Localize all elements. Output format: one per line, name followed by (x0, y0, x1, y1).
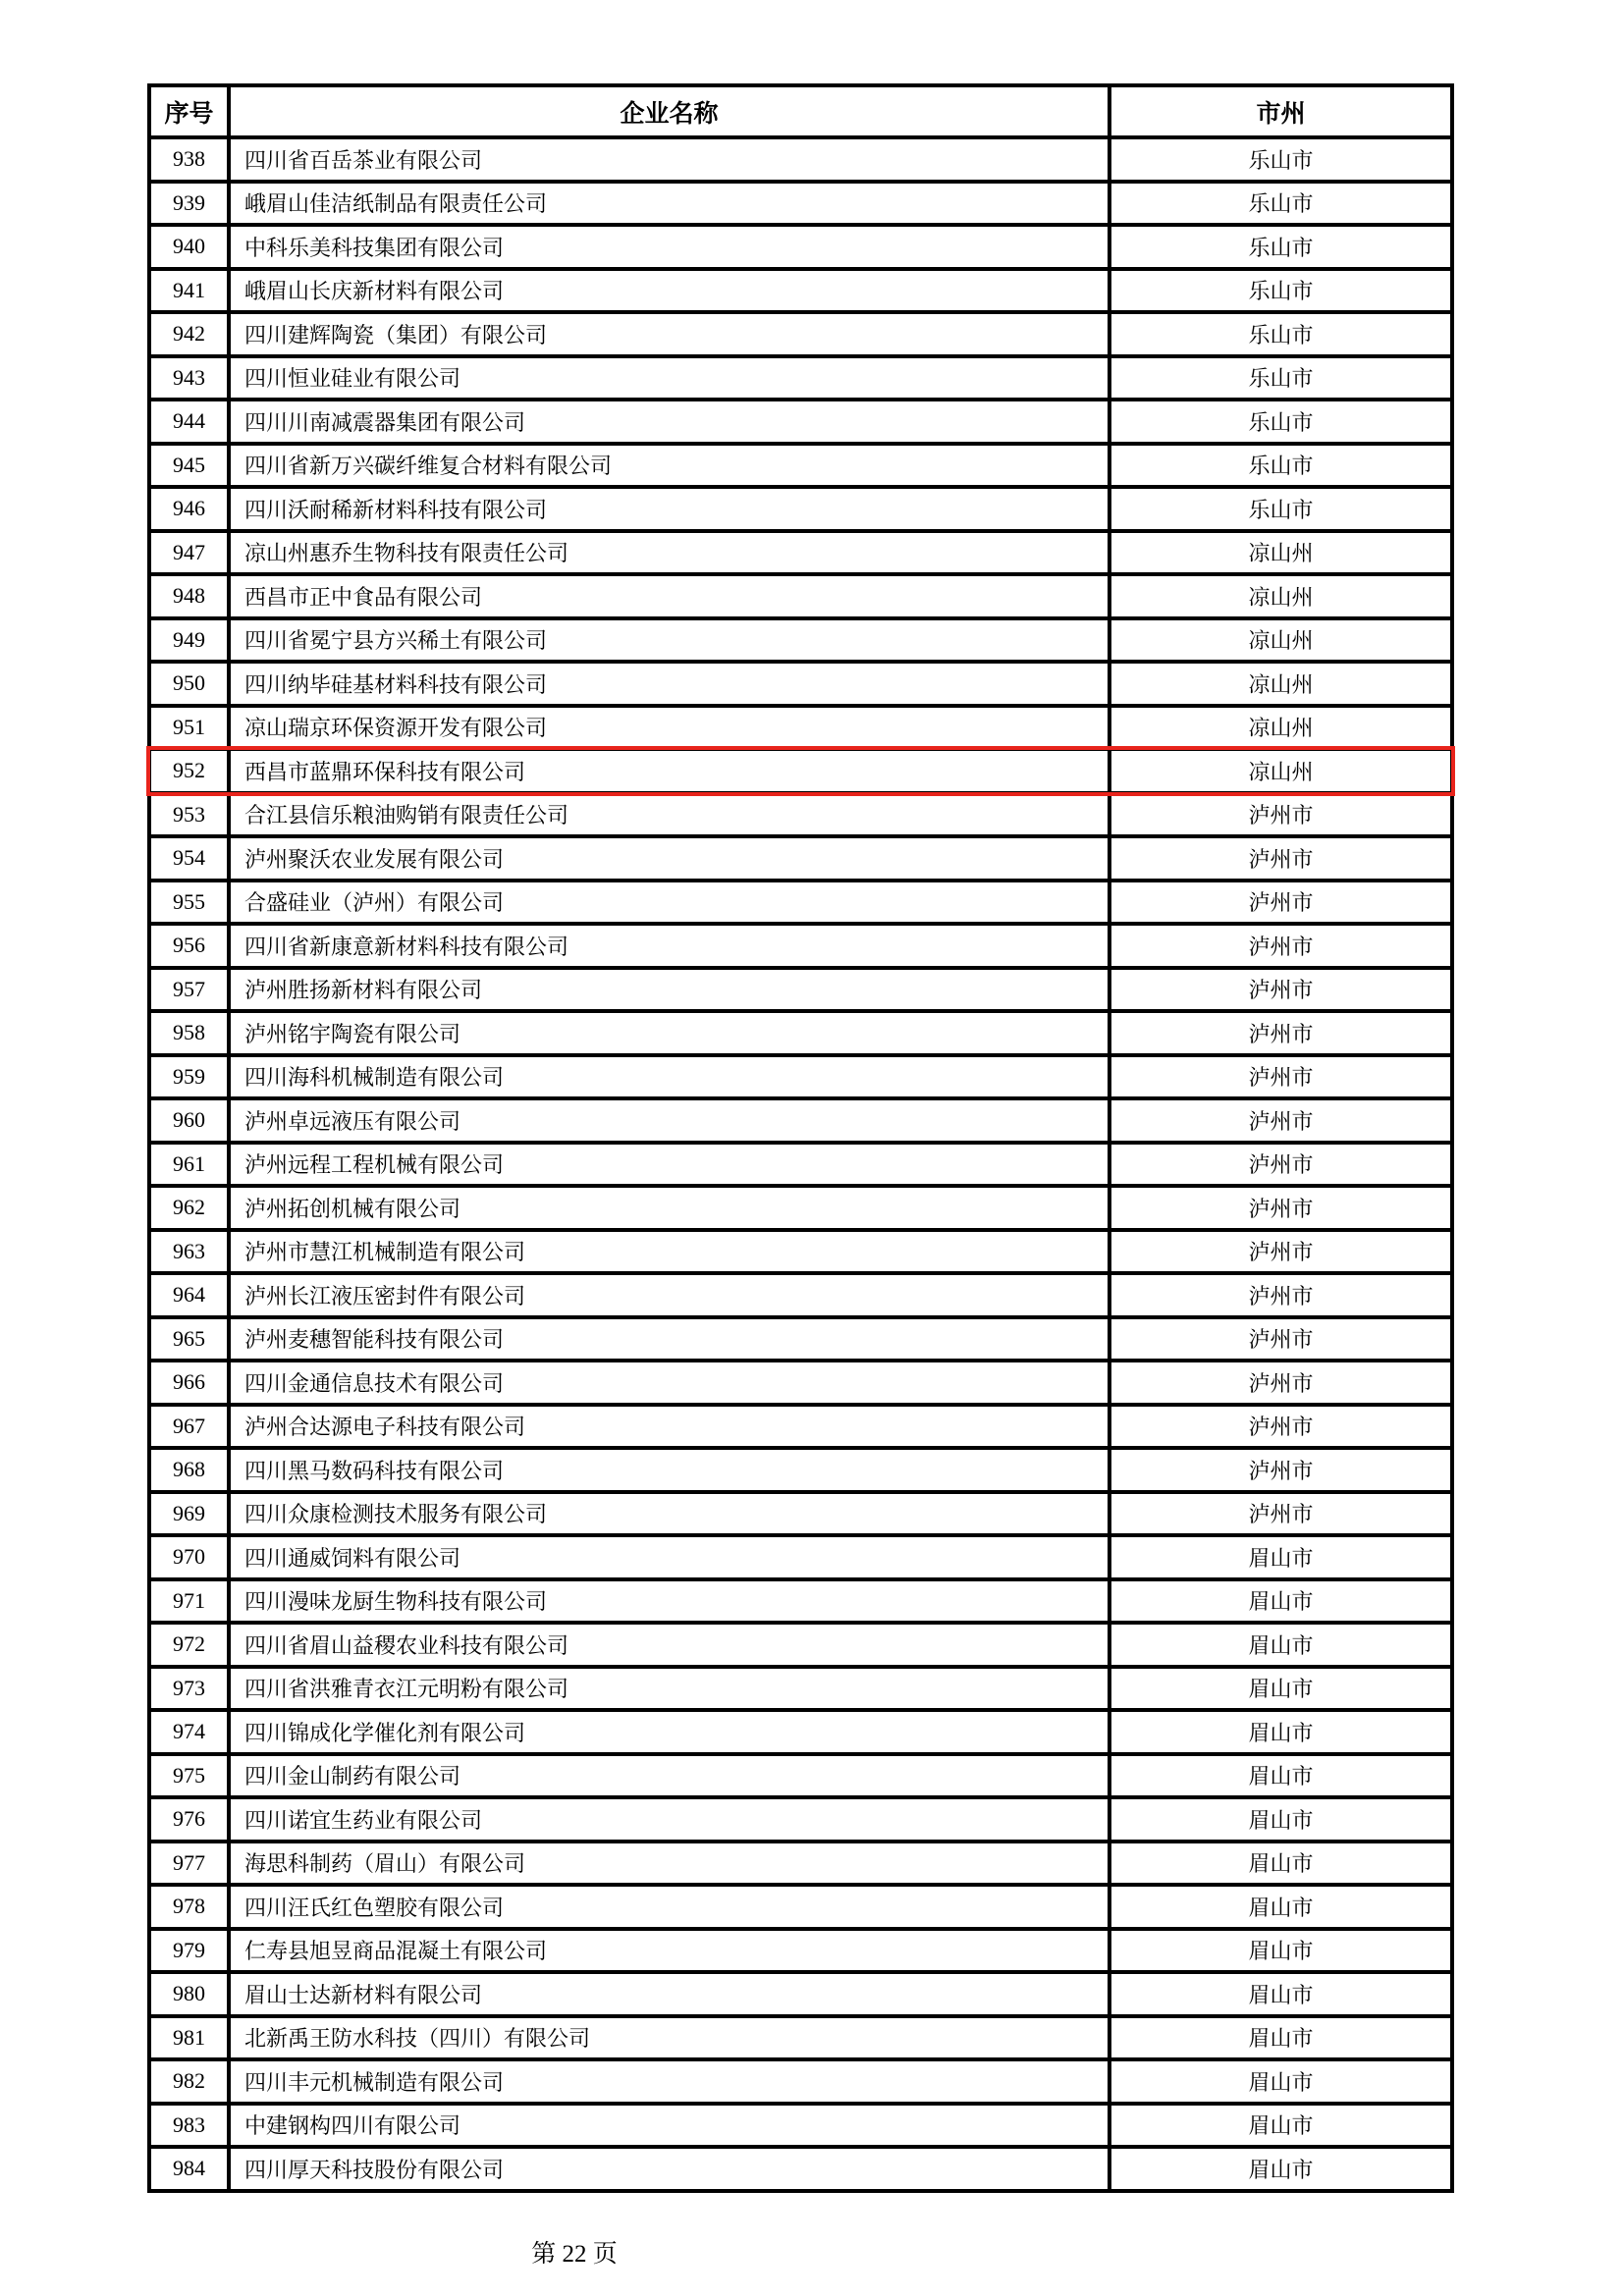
table-row (149, 1143, 1452, 1187)
company-name: 四川众康检测技术服务有限公司 (229, 1492, 1109, 1536)
city-name: 眉山市 (1109, 1972, 1452, 2016)
city-name: 泸州市 (1109, 1098, 1452, 1143)
column-header-serial: 序号 (149, 85, 229, 137)
table-row (149, 706, 1452, 750)
table-row (149, 924, 1452, 968)
table-row (149, 1492, 1452, 1536)
company-name: 四川省洪雅青衣江元明粉有限公司 (229, 1667, 1109, 1711)
row-number: 956 (149, 924, 229, 968)
table-row (149, 531, 1452, 575)
company-name: 四川金山制药有限公司 (229, 1754, 1109, 1798)
city-name: 眉山市 (1109, 1579, 1452, 1624)
company-name: 泸州麦穗智能科技有限公司 (229, 1317, 1109, 1362)
row-number: 953 (149, 793, 229, 837)
company-name: 四川厚天科技股份有限公司 (229, 2147, 1109, 2191)
company-name: 四川建辉陶瓷（集团）有限公司 (229, 312, 1109, 356)
company-name: 四川金通信息技术有限公司 (229, 1361, 1109, 1405)
company-name: 四川黑马数码科技有限公司 (229, 1448, 1109, 1492)
city-name: 泸州市 (1109, 793, 1452, 837)
table-row (149, 312, 1452, 356)
row-number: 944 (149, 400, 229, 444)
row-number: 959 (149, 1055, 229, 1099)
table-row (149, 1667, 1452, 1711)
city-name: 泸州市 (1109, 1492, 1452, 1536)
row-number: 970 (149, 1535, 229, 1579)
row-number: 974 (149, 1710, 229, 1754)
table-row (149, 968, 1452, 1012)
company-name: 泸州合达源电子科技有限公司 (229, 1405, 1109, 1449)
table-row (149, 2059, 1452, 2104)
row-number: 972 (149, 1623, 229, 1667)
row-number: 981 (149, 2016, 229, 2060)
city-name: 乐山市 (1109, 137, 1452, 182)
city-name: 泸州市 (1109, 1361, 1452, 1405)
row-number: 941 (149, 269, 229, 313)
row-number: 979 (149, 1929, 229, 1973)
row-number: 947 (149, 531, 229, 575)
row-number: 977 (149, 1842, 229, 1886)
company-name: 四川丰元机械制造有限公司 (229, 2059, 1109, 2104)
table-row (149, 1754, 1452, 1798)
table-row (149, 400, 1452, 444)
row-number: 949 (149, 618, 229, 663)
company-name: 泸州长江液压密封件有限公司 (229, 1273, 1109, 1317)
table-row (149, 749, 1452, 793)
city-name: 眉山市 (1109, 2016, 1452, 2060)
city-name: 眉山市 (1109, 1667, 1452, 1711)
city-name: 眉山市 (1109, 1623, 1452, 1667)
city-name: 泸州市 (1109, 1230, 1452, 1274)
row-number: 978 (149, 1885, 229, 1929)
row-number: 973 (149, 1667, 229, 1711)
table-row (149, 662, 1452, 706)
company-name: 四川沃耐稀新材料科技有限公司 (229, 487, 1109, 531)
city-name: 眉山市 (1109, 1535, 1452, 1579)
table-row (149, 1230, 1452, 1274)
table-row (149, 1842, 1452, 1886)
city-name: 乐山市 (1109, 487, 1452, 531)
table-row (149, 1579, 1452, 1624)
company-name: 四川恒业硅业有限公司 (229, 356, 1109, 400)
city-name: 泸州市 (1109, 1273, 1452, 1317)
table-row (149, 1011, 1452, 1055)
company-name: 泸州卓远液压有限公司 (229, 1098, 1109, 1143)
city-name: 凉山州 (1109, 574, 1452, 618)
city-name: 眉山市 (1109, 1710, 1452, 1754)
company-name: 泸州市慧江机械制造有限公司 (229, 1230, 1109, 1274)
city-name: 泸州市 (1109, 881, 1452, 925)
city-name: 泸州市 (1109, 1317, 1452, 1362)
page-footer: 第 22 页 (531, 2241, 618, 2268)
table-row (149, 1317, 1452, 1362)
table-row (149, 2104, 1452, 2148)
table-row (149, 225, 1452, 269)
company-name: 四川锦成化学催化剂有限公司 (229, 1710, 1109, 1754)
city-name: 凉山州 (1109, 531, 1452, 575)
column-header-city: 市州 (1109, 85, 1452, 137)
company-name: 西昌市蓝鼎环保科技有限公司 (229, 749, 1109, 793)
table-row (149, 487, 1452, 531)
company-name: 峨眉山长庆新材料有限公司 (229, 269, 1109, 313)
company-name: 海思科制药（眉山）有限公司 (229, 1842, 1109, 1886)
table-row (149, 1361, 1452, 1405)
enterprise-table (147, 83, 1454, 2193)
row-number: 969 (149, 1492, 229, 1536)
table-row (149, 1055, 1452, 1099)
company-name: 北新禹王防水科技（四川）有限公司 (229, 2016, 1109, 2060)
company-name: 泸州聚沃农业发展有限公司 (229, 836, 1109, 881)
table-row (149, 137, 1452, 182)
city-name: 眉山市 (1109, 1842, 1452, 1886)
row-number: 940 (149, 225, 229, 269)
row-number: 960 (149, 1098, 229, 1143)
row-number: 954 (149, 836, 229, 881)
row-number: 945 (149, 444, 229, 488)
row-number: 951 (149, 706, 229, 750)
row-number: 975 (149, 1754, 229, 1798)
table-row (149, 269, 1452, 313)
row-number: 950 (149, 662, 229, 706)
row-number: 980 (149, 1972, 229, 2016)
city-name: 乐山市 (1109, 182, 1452, 226)
row-number: 967 (149, 1405, 229, 1449)
table-row (149, 1535, 1452, 1579)
row-number: 964 (149, 1273, 229, 1317)
city-name: 眉山市 (1109, 1929, 1452, 1973)
company-name: 四川通威饲料有限公司 (229, 1535, 1109, 1579)
city-name: 泸州市 (1109, 924, 1452, 968)
city-name: 眉山市 (1109, 2104, 1452, 2148)
city-name: 乐山市 (1109, 269, 1452, 313)
company-name: 峨眉山佳洁纸制品有限责任公司 (229, 182, 1109, 226)
company-name: 中科乐美科技集团有限公司 (229, 225, 1109, 269)
table-row (149, 793, 1452, 837)
company-name: 四川海科机械制造有限公司 (229, 1055, 1109, 1099)
city-name: 乐山市 (1109, 444, 1452, 488)
row-number: 976 (149, 1797, 229, 1842)
company-name: 合江县信乐粮油购销有限责任公司 (229, 793, 1109, 837)
row-number: 938 (149, 137, 229, 182)
row-number: 961 (149, 1143, 229, 1187)
city-name: 眉山市 (1109, 1885, 1452, 1929)
company-name: 合盛硅业（泸州）有限公司 (229, 881, 1109, 925)
row-number: 957 (149, 968, 229, 1012)
city-name: 乐山市 (1109, 225, 1452, 269)
city-name: 泸州市 (1109, 836, 1452, 881)
row-number: 962 (149, 1186, 229, 1230)
table-row (149, 881, 1452, 925)
company-name: 四川纳毕硅基材料科技有限公司 (229, 662, 1109, 706)
company-name: 仁寿县旭昱商品混凝土有限公司 (229, 1929, 1109, 1973)
table-header-row (149, 85, 1452, 137)
city-name: 凉山州 (1109, 749, 1452, 793)
city-name: 凉山州 (1109, 662, 1452, 706)
company-name: 四川川南减震器集团有限公司 (229, 400, 1109, 444)
company-name: 四川漫味龙厨生物科技有限公司 (229, 1579, 1109, 1624)
row-number: 952 (149, 749, 229, 793)
row-number: 984 (149, 2147, 229, 2191)
company-name: 四川诺宜生药业有限公司 (229, 1797, 1109, 1842)
company-name: 泸州铭宇陶瓷有限公司 (229, 1011, 1109, 1055)
company-name: 四川省百岳茶业有限公司 (229, 137, 1109, 182)
city-name: 泸州市 (1109, 1011, 1452, 1055)
table-row (149, 1186, 1452, 1230)
company-name: 泸州胜扬新材料有限公司 (229, 968, 1109, 1012)
city-name: 泸州市 (1109, 968, 1452, 1012)
company-name: 泸州远程工程机械有限公司 (229, 1143, 1109, 1187)
city-name: 泸州市 (1109, 1186, 1452, 1230)
row-number: 939 (149, 182, 229, 226)
table-row (149, 1885, 1452, 1929)
row-number: 963 (149, 1230, 229, 1274)
table-row (149, 1929, 1452, 1973)
city-name: 眉山市 (1109, 2059, 1452, 2104)
table-row (149, 574, 1452, 618)
row-number: 983 (149, 2104, 229, 2148)
company-name: 中建钢构四川有限公司 (229, 2104, 1109, 2148)
city-name: 乐山市 (1109, 312, 1452, 356)
table-row (149, 1710, 1452, 1754)
city-name: 乐山市 (1109, 356, 1452, 400)
row-number: 968 (149, 1448, 229, 1492)
row-number: 966 (149, 1361, 229, 1405)
row-number: 946 (149, 487, 229, 531)
city-name: 泸州市 (1109, 1055, 1452, 1099)
column-header-company: 企业名称 (229, 85, 1109, 137)
company-name: 泸州拓创机械有限公司 (229, 1186, 1109, 1230)
table-row (149, 2147, 1452, 2191)
table-row (149, 1972, 1452, 2016)
row-number: 942 (149, 312, 229, 356)
table-body (149, 137, 1452, 2191)
row-number: 958 (149, 1011, 229, 1055)
city-name: 眉山市 (1109, 1797, 1452, 1842)
company-name: 四川汪氏红色塑胶有限公司 (229, 1885, 1109, 1929)
company-name: 凉山瑞京环保资源开发有限公司 (229, 706, 1109, 750)
city-name: 眉山市 (1109, 2147, 1452, 2191)
table-row (149, 356, 1452, 400)
row-number: 955 (149, 881, 229, 925)
city-name: 泸州市 (1109, 1405, 1452, 1449)
company-name: 西昌市正中食品有限公司 (229, 574, 1109, 618)
company-name: 凉山州惠乔生物科技有限责任公司 (229, 531, 1109, 575)
table-row (149, 836, 1452, 881)
table-row (149, 1273, 1452, 1317)
table-row (149, 1623, 1452, 1667)
table-row (149, 444, 1452, 488)
row-number: 965 (149, 1317, 229, 1362)
row-number: 971 (149, 1579, 229, 1624)
row-number: 943 (149, 356, 229, 400)
company-name: 四川省新万兴碳纤维复合材料有限公司 (229, 444, 1109, 488)
table-row (149, 1098, 1452, 1143)
city-name: 眉山市 (1109, 1754, 1452, 1798)
table-row (149, 2016, 1452, 2060)
company-name: 四川省冕宁县方兴稀土有限公司 (229, 618, 1109, 663)
company-name: 四川省新康意新材料科技有限公司 (229, 924, 1109, 968)
company-name: 四川省眉山益稷农业科技有限公司 (229, 1623, 1109, 1667)
table-row (149, 618, 1452, 663)
table-row (149, 1405, 1452, 1449)
row-number: 948 (149, 574, 229, 618)
table-row (149, 182, 1452, 226)
table-row (149, 1797, 1452, 1842)
city-name: 凉山州 (1109, 706, 1452, 750)
company-name: 眉山士达新材料有限公司 (229, 1972, 1109, 2016)
city-name: 乐山市 (1109, 400, 1452, 444)
city-name: 泸州市 (1109, 1143, 1452, 1187)
row-number: 982 (149, 2059, 229, 2104)
table-row (149, 1448, 1452, 1492)
city-name: 泸州市 (1109, 1448, 1452, 1492)
city-name: 凉山州 (1109, 618, 1452, 663)
